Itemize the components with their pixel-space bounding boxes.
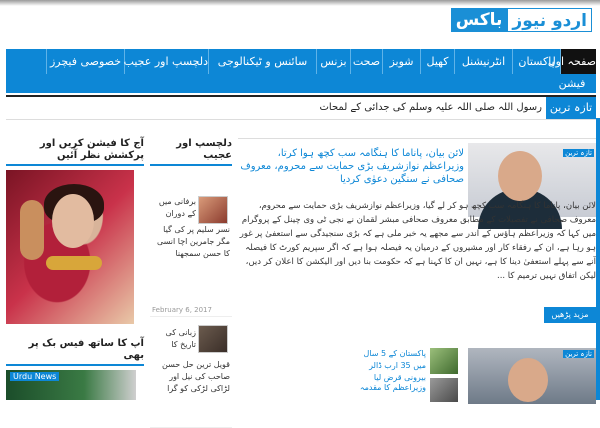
article-thumbnail[interactable] <box>198 196 228 224</box>
article-title[interactable]: زبانی کی تاریخ کا <box>165 328 196 349</box>
image-shape <box>508 358 548 402</box>
image-shape <box>498 151 542 201</box>
site-logo[interactable] <box>451 8 592 32</box>
news-card-image[interactable] <box>468 348 596 404</box>
nav-health[interactable]: صحت <box>350 49 382 74</box>
article-title[interactable]: برفانی میں کے دوران <box>158 197 196 218</box>
fashion-sidebar <box>6 138 144 400</box>
news-headline[interactable]: پاکستان کے 5 سال میں 35 ارب ڈالر بیرونی قرض لیا <box>363 349 426 382</box>
interesting-widget-title: دلچسپ اور عجیب <box>150 138 232 166</box>
facebook-page-banner[interactable] <box>6 370 136 400</box>
article-excerpt: قویل ترین حل حسن صاحب کی نیل اور لڑاکی لڑکی کو گرا <box>161 360 230 393</box>
ticker-headline[interactable]: رسول اللہ صلی اللہ علیہ وسلم کی جدائی کے لمحات <box>319 102 542 113</box>
latest-badge: تازہ ترین <box>565 350 592 358</box>
read-more-button[interactable]: مزید پڑھیں <box>544 307 596 323</box>
image-shape <box>52 194 94 248</box>
nav-fashion[interactable]: فیشن <box>558 77 586 90</box>
image-shape <box>20 200 44 260</box>
logo-box: باکس <box>451 8 508 32</box>
facebook-widget-title: آپ کا ساتھ فیس بک پر بھی <box>6 338 144 366</box>
news-headline[interactable]: وزیراعظم کا مقدمہ <box>359 383 426 392</box>
logo-urdu-news: اردو نیوز <box>507 8 592 32</box>
list-item[interactable] <box>150 317 232 428</box>
nav-showbiz[interactable]: شوبز <box>382 49 420 74</box>
article-thumbnail[interactable] <box>198 325 228 353</box>
nav-pakistan[interactable]: پاکستان <box>512 49 560 74</box>
fashion-bride-image[interactable] <box>6 170 134 324</box>
nav-interesting[interactable]: دلچسپ اور عجیب <box>124 49 208 74</box>
right-edge-bar <box>596 118 600 400</box>
news-thumbnail[interactable] <box>430 348 458 374</box>
interesting-sidebar <box>150 138 232 428</box>
main-content <box>238 138 596 392</box>
article-date: February 6, 2017 <box>152 306 212 314</box>
list-item[interactable] <box>150 166 232 317</box>
nav-special-features[interactable]: خصوصی فیچرز <box>46 49 124 74</box>
image-shape <box>46 256 102 270</box>
top-shade <box>0 0 600 6</box>
breaking-news-ticker <box>6 95 596 120</box>
featured-headline[interactable]: لائن بیان، پاناما کا ہنگامہ سب کچھ ہوا کرتا، وزیراعظم نوازشریف بڑی حمایت سے محروم، معروف صحافی نے سنگین دعوٰی کردیا <box>240 148 464 185</box>
article-excerpt: نسر سلیم پر کی گیا مگر جامرین اچا انسی کا حسن سمجھنا <box>156 225 230 258</box>
main-navigation <box>6 49 596 93</box>
nav-international[interactable]: انٹرنیشنل <box>454 49 512 74</box>
urdu-news-tag: Urdu News <box>10 372 59 381</box>
news-thumbnail[interactable] <box>430 378 458 402</box>
latest-news-cards <box>238 348 596 404</box>
ticker-label: تازہ ترین <box>546 97 596 119</box>
featured-article <box>238 138 596 319</box>
nav-science-tech[interactable]: سائنس و ٹیکنالوجی <box>208 49 316 74</box>
nav-sports[interactable]: کھیل <box>420 49 454 74</box>
nav-business[interactable]: بزنس <box>316 49 350 74</box>
nav-home[interactable]: صفحہ اول <box>560 49 596 74</box>
fashion-widget-title: آج کا فیشن کریں اور پرکشش نظر آئیں <box>6 138 144 166</box>
latest-badge: تازہ ترین <box>565 149 592 157</box>
featured-excerpt: لائن بیان، پاناما کا ہنگامہ سب کچھ ہو کر لے گیا، وزیراعظم نوازشریف بڑی حمایت سے محروم، معروف صحافی نے تفصیلات کے مطابق معروف صحافی مبشر لقمان نے نجی ٹی وی چینل کے پروگرام میں کہا کہ وزیراعظم ہاؤس کے اندر سے مجھے یہ خبر ملی ہے کہ بڑی سنجیدگی سے استعفیٰ پر غور ہو رہا ہے، ان کے رفقاء کار اور مشیروں کے درمیان یہ فیصلہ ہوا ہے کہ اگر سپریم کورٹ کا فیصلہ آنے سے پہلے استعفیٰ دینا کا ہے، نہیں ان کا کہنا ہے کہ حکومت بنا دیں اور الیکشن کا اعلان کر دیں، لیکن اتفاق نہیں ترمیم کا ... <box>239 201 596 281</box>
